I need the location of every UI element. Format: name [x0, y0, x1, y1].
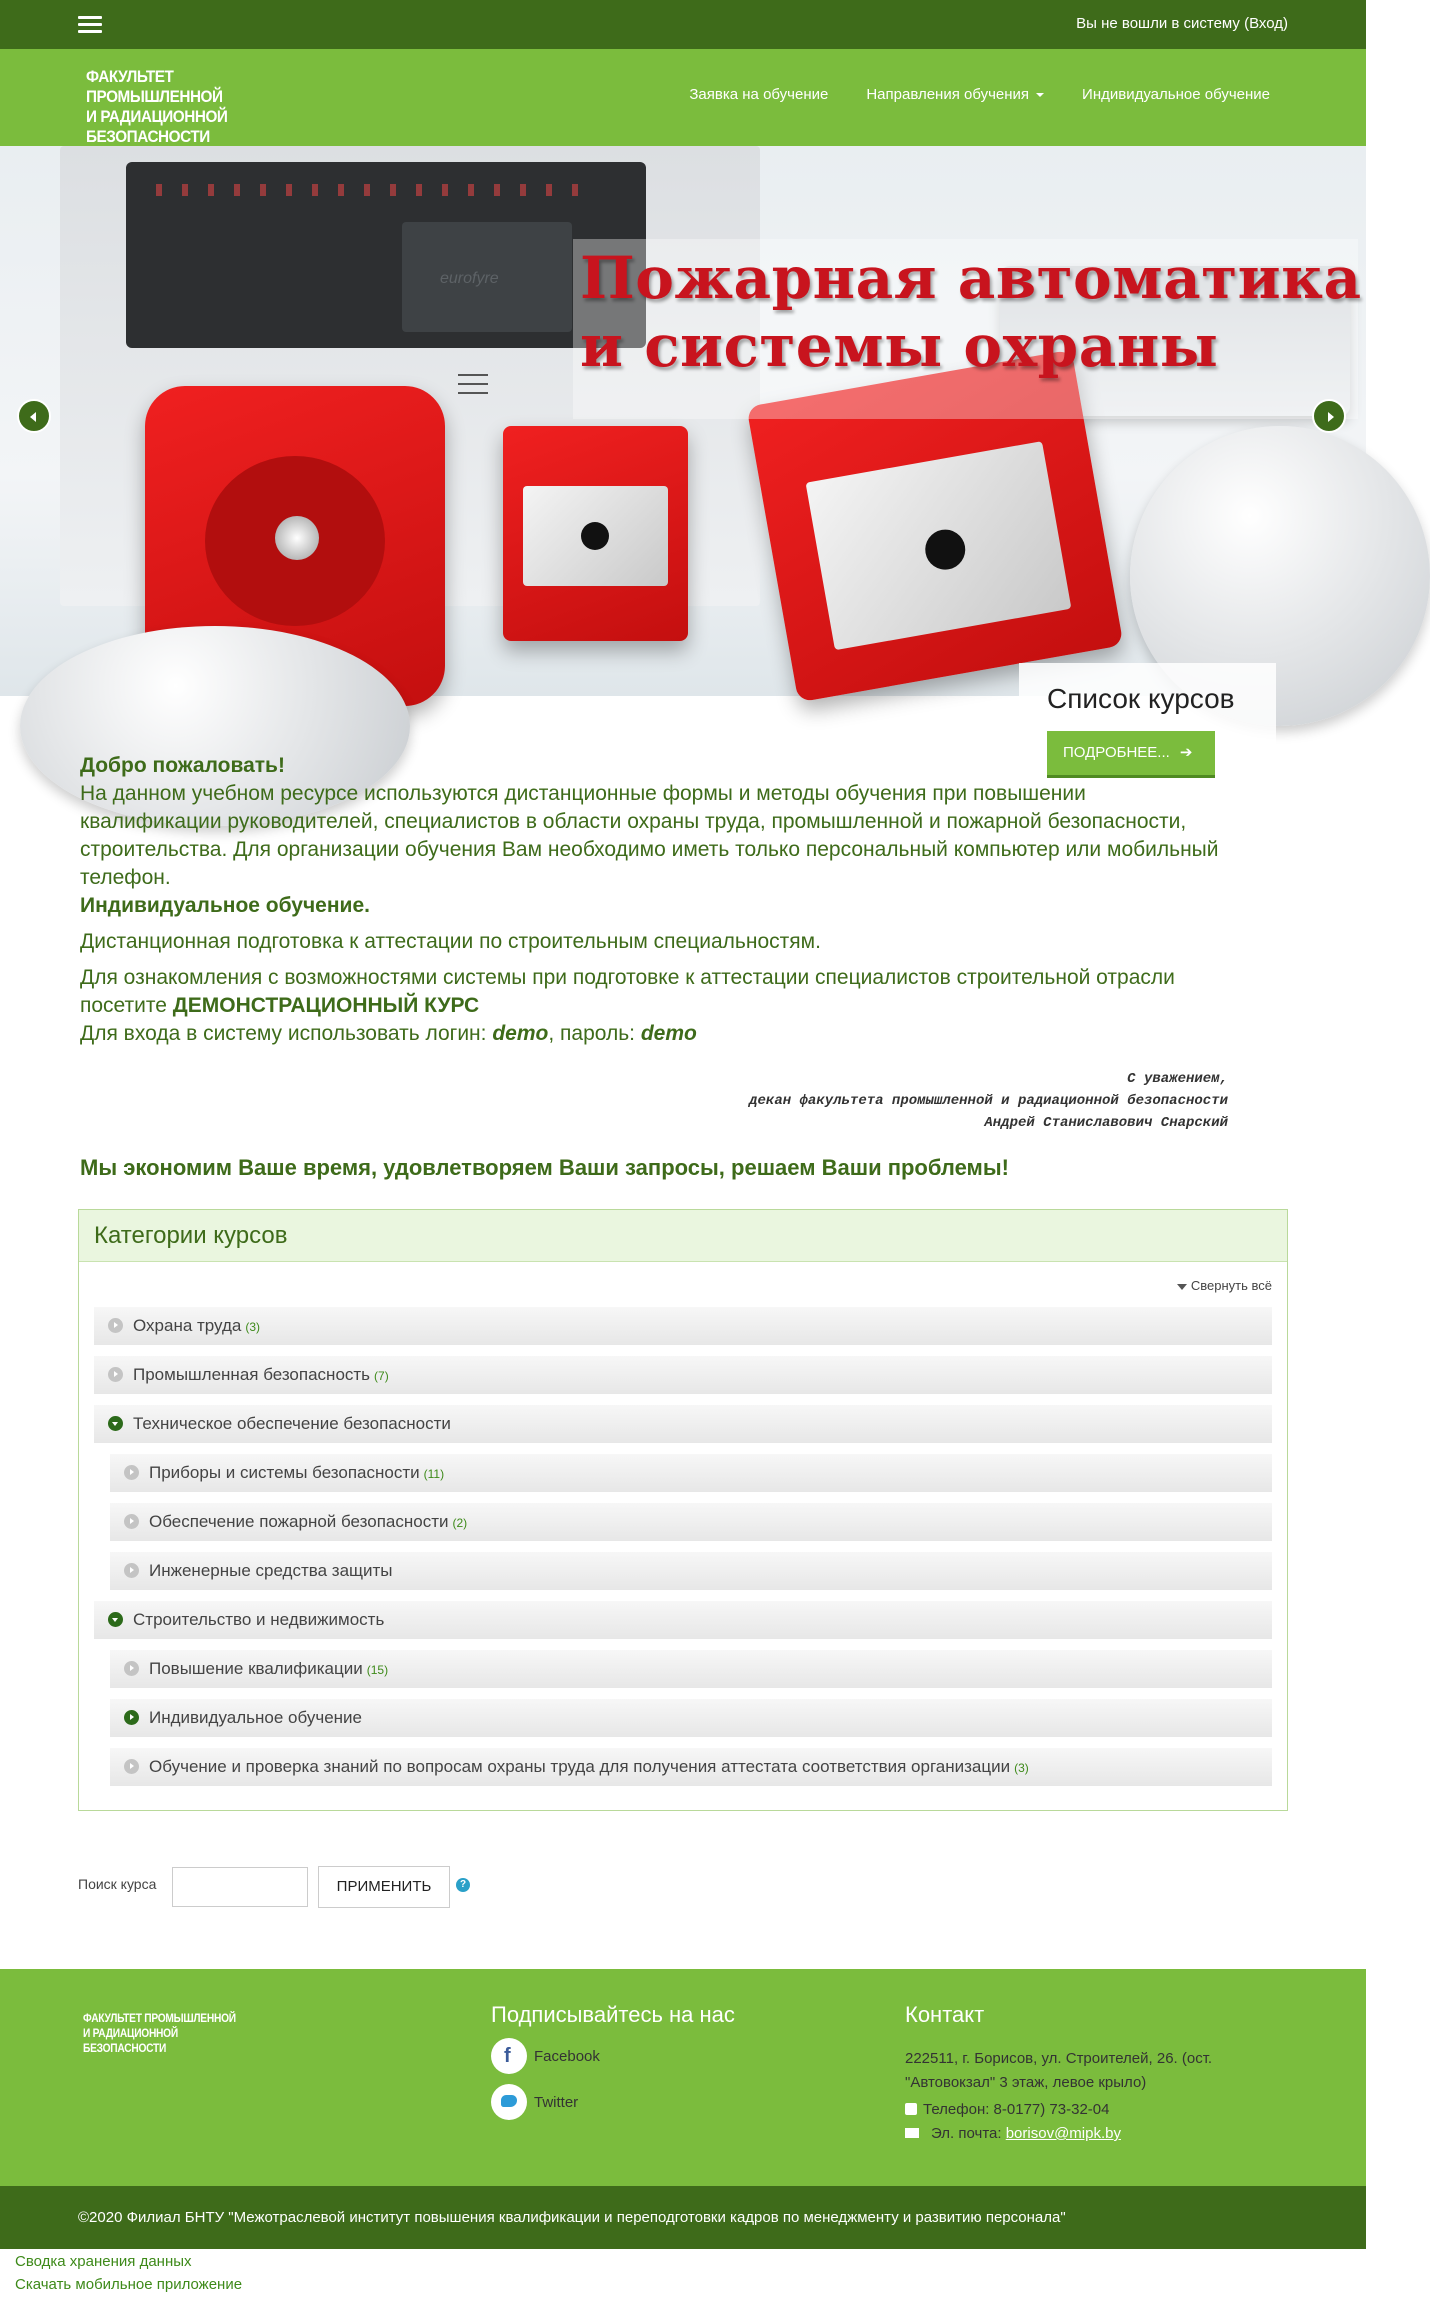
slider-next-button[interactable]	[1312, 399, 1346, 433]
collapse-all-link[interactable]: Свернуть всё	[1177, 1278, 1272, 1293]
search-label: Поиск курса	[78, 1876, 157, 1892]
expand-icon	[124, 1710, 139, 1725]
email-prefix: Эл. почта:	[931, 2125, 1002, 2142]
facebook-link[interactable]	[491, 2038, 600, 2074]
logo-line2: И РАДИАЦИОННОЙ БЕЗОПАСНОСТИ	[86, 107, 228, 146]
login-paragraph	[80, 1020, 1220, 1048]
category-count: (15)	[366, 1663, 389, 1677]
welcome-intro: На данном учебном ресурсе используются дистанционные формы и методы обучения при повышении квалификации руководителей, специалистов в области охраны труда, промышленной и пожарной безопасности, строительства. Для организации обучения Вам необходимо иметь только персональный компьютер или мобильный телефон.	[80, 782, 1219, 889]
category-label: Обеспечение пожарной безопасности	[149, 1512, 449, 1531]
category-label: Приборы и системы безопасности	[149, 1463, 420, 1482]
subcategory-item[interactable]	[110, 1503, 1272, 1541]
hero-title-line1: Пожарная автоматика	[580, 244, 1362, 312]
sounder-body	[205, 456, 385, 626]
sounder-lens	[275, 516, 319, 560]
footer-logo-line2: И РАДИАЦИОННОЙ БЕЗОПАСНОСТИ	[83, 2026, 178, 2055]
menu-icon[interactable]	[78, 16, 102, 34]
category-item[interactable]	[94, 1405, 1272, 1443]
category-label: Охрана труда	[133, 1316, 242, 1335]
password-prefix: , пароль:	[548, 1022, 636, 1045]
navbar	[0, 49, 1366, 146]
data-retention-link[interactable]: Сводка хранения данных	[15, 2253, 192, 2270]
sign-line3: Андрей Станиславович Снарский	[984, 1115, 1228, 1131]
expand-icon	[124, 1759, 139, 1774]
footer-logo[interactable]	[83, 2011, 245, 2056]
footer-logo-line1: ФАКУЛЬТЕТ ПРОМЫШЛЕННОЙ	[83, 2011, 236, 2025]
expand-icon	[108, 1318, 123, 1333]
category-item[interactable]	[94, 1307, 1272, 1345]
twitter-link[interactable]	[491, 2084, 578, 2120]
expand-icon	[124, 1514, 139, 1529]
panel-leds	[156, 184, 596, 196]
panel-display	[126, 162, 646, 348]
call-point-large-glass	[806, 441, 1072, 650]
caption-title: Список курсов	[1047, 683, 1235, 714]
category-count: (11)	[423, 1467, 445, 1481]
top-bar	[0, 0, 1366, 49]
search-input[interactable]	[172, 1867, 308, 1907]
contact-heading: Контакт	[905, 2002, 985, 2027]
subcategory-item[interactable]	[110, 1650, 1272, 1688]
facebook-label: Facebook	[534, 2047, 600, 2065]
call-point-large-button	[922, 526, 968, 572]
welcome-heading: Добро пожаловать!	[80, 754, 285, 777]
twitter-icon	[491, 2084, 527, 2120]
search-apply-button[interactable]: ПРИМЕНИТЬ	[318, 1866, 450, 1908]
mobile-app-link[interactable]: Скачать мобильное приложение	[15, 2276, 243, 2293]
more-button-label: ПОДРОБНЕЕ...	[1063, 744, 1170, 761]
call-point-glass	[523, 486, 668, 586]
subcategory-item[interactable]	[110, 1699, 1272, 1737]
bottom-links	[15, 2250, 242, 2296]
copyright: ©2020 Филиал БНТУ "Межотраслевой институт повышения квалификации и переподготовки кадров по менеджменту и развитию персонала"	[0, 2186, 1366, 2249]
category-label: Промышленная безопасность	[133, 1365, 371, 1384]
password-value: demo	[640, 1022, 697, 1045]
demo-course-link[interactable]: ДЕМОНСТРАЦИОННЫЙ КУРС	[172, 994, 480, 1017]
category-label: Обучение и проверка знаний по вопросам охраны труда для получения аттестата соответствия организации	[149, 1757, 1011, 1776]
nav-item-application[interactable]: Заявка на обучение	[689, 86, 829, 103]
demo-paragraph	[80, 964, 1220, 1020]
phone-text: Телефон: 8-0177) 73-32-04	[923, 2101, 1110, 2118]
nav-menu	[689, 86, 1270, 103]
nav-item-directions[interactable]	[866, 86, 1044, 103]
category-count: (3)	[245, 1320, 261, 1334]
subcategory-item[interactable]	[110, 1552, 1272, 1590]
subcategory-item[interactable]	[110, 1454, 1272, 1492]
expand-icon	[108, 1367, 123, 1382]
category-count: (7)	[374, 1369, 389, 1383]
category-label: Строительство и недвижимость	[133, 1610, 385, 1629]
category-label: Индивидуальное обучение	[149, 1708, 362, 1727]
categories-title: Категории курсов	[79, 1210, 1287, 1262]
course-categories	[78, 1209, 1288, 1811]
help-icon[interactable]: ?	[456, 1878, 470, 1892]
slider-menu-icon	[458, 374, 488, 394]
individual-text: Дистанционная подготовка к аттестации по строительным специальностям.	[80, 930, 821, 953]
hero-title	[580, 244, 1370, 380]
login-link[interactable]: Вы не вошли в систему (Вход)	[1076, 15, 1288, 32]
nav-item-directions-label: Направления обучения	[866, 86, 1030, 103]
facebook-icon: f	[491, 2038, 527, 2074]
hero-slider	[0, 146, 1366, 761]
demo-text: Для ознакомления с возможностями системы при подготовке к аттестации специалистов строительной отрасли посетите	[80, 966, 1175, 1017]
nav-item-individual[interactable]: Индивидуальное обучение	[1082, 86, 1270, 103]
expand-icon	[124, 1465, 139, 1480]
contact-address: 222511, г. Борисов, ул. Строителей, 26. (ост. "Автовокзал" 3 этаж, левое крыло)	[905, 2050, 1213, 2091]
category-item[interactable]	[94, 1601, 1272, 1639]
contact-email	[905, 2122, 1121, 2146]
category-item[interactable]	[94, 1356, 1272, 1394]
expand-icon	[124, 1661, 139, 1676]
site-logo[interactable]	[86, 67, 311, 147]
collapse-icon	[108, 1416, 123, 1431]
signature	[80, 1068, 1230, 1134]
hero-title-line2: и системы охраны	[580, 312, 1219, 380]
category-label: Техническое обеспечение безопасности	[133, 1414, 451, 1433]
sign-line2: декан факультета промышленной и радиационной безопасности	[749, 1093, 1228, 1109]
panel-lcd	[402, 222, 572, 332]
individual-heading: Индивидуальное обучение.	[80, 894, 370, 917]
motto: Мы экономим Ваше время, удовлетворяем Ваши запросы, решаем Ваши проблемы!	[80, 1155, 1009, 1180]
phone-icon	[905, 2103, 917, 2115]
contact-phone	[905, 2098, 1109, 2122]
logo-line1: ФАКУЛЬТЕТ ПРОМЫШЛЕННОЙ	[86, 67, 223, 106]
category-label: Инженерные средства защиты	[149, 1561, 393, 1580]
chevron-down-icon	[1036, 93, 1044, 97]
arrow-right-icon: ➔	[1179, 744, 1193, 761]
category-count: (3)	[1014, 1761, 1029, 1775]
twitter-label: Twitter	[534, 2093, 579, 2111]
collapse-icon	[108, 1612, 123, 1627]
subcategory-item[interactable]	[110, 1748, 1272, 1786]
email-link[interactable]: borisov@mipk.by	[1005, 2125, 1121, 2142]
sign-line1: С уважением,	[1127, 1071, 1228, 1087]
panel-brand: eurofyre	[440, 270, 499, 287]
call-point-button	[581, 522, 609, 550]
expand-icon	[124, 1563, 139, 1578]
category-label: Повышение квалификации	[149, 1659, 363, 1678]
follow-heading: Подписывайтесь на нас	[491, 2002, 735, 2027]
login-prefix: Для входа в систему использовать логин:	[80, 1022, 487, 1045]
slider-prev-button[interactable]	[17, 399, 51, 433]
call-point-image	[503, 426, 688, 641]
category-count: (2)	[452, 1516, 468, 1530]
login-value: demo	[492, 1022, 549, 1045]
envelope-icon	[905, 2128, 919, 2138]
welcome-section	[80, 752, 1280, 1048]
